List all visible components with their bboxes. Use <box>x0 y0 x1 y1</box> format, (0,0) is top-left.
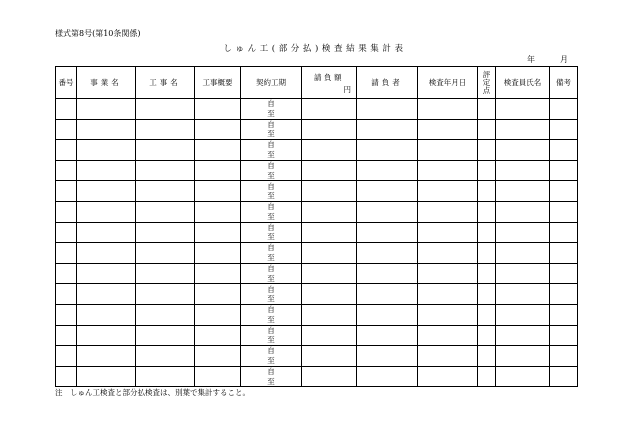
period-to-label: 至 <box>267 191 275 201</box>
cell-contract-period <box>241 243 302 264</box>
table-row <box>56 222 578 243</box>
cell-contract-period <box>241 284 302 305</box>
col-header-contractor: 請負者 <box>357 67 418 99</box>
col-header-contract-amount <box>302 67 357 99</box>
period-to-label: 至 <box>267 129 275 139</box>
cell-rating <box>478 99 496 120</box>
cell-number <box>56 304 77 325</box>
cell-work-name <box>136 325 195 346</box>
cell-inspector <box>496 160 550 181</box>
cell-number <box>56 263 77 284</box>
cell-rating <box>478 222 496 243</box>
cell-work-name <box>136 119 195 140</box>
cell-project-name <box>77 181 136 202</box>
cell-project-name <box>77 325 136 346</box>
period-from-label: 自 <box>267 202 275 212</box>
contract-amount-label: 請負額 <box>314 73 344 82</box>
cell-contract-period <box>241 181 302 202</box>
cell-contract-period <box>241 346 302 367</box>
inspection-summary-table <box>55 66 578 387</box>
cell-contract-period <box>241 263 302 284</box>
cell-contract-period <box>241 304 302 325</box>
cell-work-name <box>136 222 195 243</box>
period-to-label: 至 <box>267 335 275 345</box>
cell-project-name <box>77 119 136 140</box>
cell-inspector <box>496 222 550 243</box>
cell-inspection-date <box>418 366 478 387</box>
cell-contractor <box>357 243 418 264</box>
cell-remarks <box>550 284 578 305</box>
table-row <box>56 140 578 161</box>
period-to-label: 至 <box>267 149 275 159</box>
cell-inspector <box>496 366 550 387</box>
table-row <box>56 346 578 367</box>
cell-inspector <box>496 140 550 161</box>
cell-rating <box>478 346 496 367</box>
cell-inspection-date <box>418 222 478 243</box>
period-to-label: 至 <box>267 108 275 118</box>
table-row <box>56 263 578 284</box>
cell-number <box>56 119 77 140</box>
cell-work-summary <box>195 140 241 161</box>
table-row <box>56 325 578 346</box>
cell-work-name <box>136 99 195 120</box>
period-from-label: 自 <box>267 284 275 294</box>
cell-work-name <box>136 366 195 387</box>
cell-rating <box>478 119 496 140</box>
col-header-project-name: 事業名 <box>77 67 136 99</box>
cell-remarks <box>550 181 578 202</box>
cell-work-name <box>136 201 195 222</box>
cell-work-name <box>136 284 195 305</box>
cell-remarks <box>550 263 578 284</box>
cell-work-summary <box>195 325 241 346</box>
table-body <box>56 99 578 387</box>
cell-contractor <box>357 99 418 120</box>
cell-project-name <box>77 243 136 264</box>
cell-number <box>56 140 77 161</box>
col-header-number: 番号 <box>56 67 77 99</box>
cell-rating <box>478 181 496 202</box>
cell-rating <box>478 160 496 181</box>
cell-inspection-date <box>418 160 478 181</box>
period-to-label: 至 <box>267 170 275 180</box>
cell-inspector <box>496 304 550 325</box>
col-header-rating <box>478 67 496 99</box>
cell-inspector <box>496 325 550 346</box>
cell-work-summary <box>195 99 241 120</box>
table-row <box>56 181 578 202</box>
cell-remarks <box>550 243 578 264</box>
period-to-label: 至 <box>267 211 275 221</box>
cell-work-name <box>136 304 195 325</box>
cell-work-summary <box>195 284 241 305</box>
cell-contract-amount <box>302 346 357 367</box>
cell-remarks <box>550 119 578 140</box>
cell-number <box>56 160 77 181</box>
table-row <box>56 304 578 325</box>
table-row <box>56 119 578 140</box>
period-to-label: 至 <box>267 355 275 365</box>
cell-contract-amount <box>302 181 357 202</box>
cell-contractor <box>357 222 418 243</box>
cell-inspection-date <box>418 263 478 284</box>
rating-char-3: 点 <box>482 85 491 95</box>
cell-contract-amount <box>302 119 357 140</box>
cell-project-name <box>77 160 136 181</box>
col-header-work-summary: 工事概要 <box>195 67 241 99</box>
cell-work-name <box>136 181 195 202</box>
footnote: 注 しゅん工検査と部分払検査は、別葉で集計すること。 <box>55 388 250 397</box>
period-from-label: 自 <box>267 366 275 376</box>
cell-inspection-date <box>418 243 478 264</box>
cell-contract-period <box>241 99 302 120</box>
cell-rating <box>478 284 496 305</box>
cell-work-summary <box>195 181 241 202</box>
cell-inspection-date <box>418 99 478 120</box>
cell-contract-amount <box>302 140 357 161</box>
cell-inspector <box>496 263 550 284</box>
table-row <box>56 366 578 387</box>
cell-rating <box>478 243 496 264</box>
period-to-label: 至 <box>267 232 275 242</box>
cell-work-summary <box>195 160 241 181</box>
col-header-inspector: 検査員氏名 <box>496 67 550 99</box>
cell-work-name <box>136 140 195 161</box>
cell-inspector <box>496 243 550 264</box>
period-to-label: 至 <box>267 314 275 324</box>
period-from-label: 自 <box>267 305 275 315</box>
cell-work-name <box>136 243 195 264</box>
cell-contract-period <box>241 366 302 387</box>
table-row <box>56 243 578 264</box>
cell-inspection-date <box>418 325 478 346</box>
cell-inspection-date <box>418 284 478 305</box>
period-from-label: 自 <box>267 160 275 170</box>
cell-contractor <box>357 366 418 387</box>
cell-work-summary <box>195 201 241 222</box>
cell-inspector <box>496 201 550 222</box>
cell-project-name <box>77 263 136 284</box>
cell-contractor <box>357 119 418 140</box>
cell-number <box>56 201 77 222</box>
period-from-label: 自 <box>267 181 275 191</box>
cell-project-name <box>77 366 136 387</box>
cell-remarks <box>550 160 578 181</box>
cell-number <box>56 181 77 202</box>
cell-inspection-date <box>418 119 478 140</box>
cell-contractor <box>357 201 418 222</box>
period-to-label: 至 <box>267 294 275 304</box>
cell-inspector <box>496 346 550 367</box>
cell-contract-period <box>241 119 302 140</box>
cell-inspection-date <box>418 181 478 202</box>
rating-char-2: 定 <box>482 77 491 87</box>
date-month-label: 月 <box>560 55 568 64</box>
table-row <box>56 284 578 305</box>
cell-contractor <box>357 181 418 202</box>
cell-remarks <box>550 99 578 120</box>
cell-contract-amount <box>302 366 357 387</box>
cell-project-name <box>77 304 136 325</box>
cell-remarks <box>550 346 578 367</box>
period-from-label: 自 <box>267 140 275 150</box>
cell-contract-period <box>241 201 302 222</box>
period-to-label: 至 <box>267 252 275 262</box>
cell-contract-period <box>241 325 302 346</box>
period-from-label: 自 <box>267 263 275 273</box>
rating-char-1: 評 <box>482 69 491 79</box>
cell-remarks <box>550 222 578 243</box>
cell-number <box>56 284 77 305</box>
cell-rating <box>478 304 496 325</box>
cell-work-summary <box>195 119 241 140</box>
cell-work-name <box>136 346 195 367</box>
period-to-label: 至 <box>267 376 275 386</box>
cell-contract-amount <box>302 263 357 284</box>
cell-project-name <box>77 346 136 367</box>
period-from-label: 自 <box>267 99 275 109</box>
document-title: しゅん工(部分払)検査結果集計表 <box>223 44 407 54</box>
cell-inspector <box>496 119 550 140</box>
cell-remarks <box>550 325 578 346</box>
contract-amount-unit: 円 <box>343 85 351 94</box>
cell-contract-amount <box>302 284 357 305</box>
date-year-label: 年 <box>527 55 535 64</box>
period-to-label: 至 <box>267 273 275 283</box>
period-from-label: 自 <box>267 119 275 129</box>
cell-contractor <box>357 263 418 284</box>
cell-project-name <box>77 99 136 120</box>
cell-inspection-date <box>418 201 478 222</box>
cell-number <box>56 243 77 264</box>
cell-number <box>56 99 77 120</box>
cell-contract-period <box>241 222 302 243</box>
cell-inspector <box>496 284 550 305</box>
table-header-row <box>56 67 578 99</box>
cell-project-name <box>77 201 136 222</box>
table-row <box>56 99 578 120</box>
col-header-contract-period: 契約工期 <box>241 67 302 99</box>
cell-contract-amount <box>302 325 357 346</box>
cell-project-name <box>77 140 136 161</box>
cell-inspector <box>496 181 550 202</box>
cell-inspection-date <box>418 304 478 325</box>
cell-rating <box>478 366 496 387</box>
cell-contractor <box>357 140 418 161</box>
cell-contract-amount <box>302 222 357 243</box>
cell-rating <box>478 263 496 284</box>
cell-work-name <box>136 160 195 181</box>
cell-work-summary <box>195 222 241 243</box>
cell-remarks <box>550 366 578 387</box>
cell-number <box>56 325 77 346</box>
cell-contractor <box>357 325 418 346</box>
cell-contract-period <box>241 140 302 161</box>
cell-contract-amount <box>302 243 357 264</box>
cell-work-summary <box>195 304 241 325</box>
table-row <box>56 201 578 222</box>
period-from-label: 自 <box>267 243 275 253</box>
cell-work-summary <box>195 243 241 264</box>
cell-work-summary <box>195 346 241 367</box>
cell-work-summary <box>195 263 241 284</box>
cell-inspection-date <box>418 346 478 367</box>
cell-work-summary <box>195 366 241 387</box>
table-row <box>56 160 578 181</box>
cell-contractor <box>357 160 418 181</box>
period-from-label: 自 <box>267 346 275 356</box>
cell-number <box>56 222 77 243</box>
cell-contract-amount <box>302 304 357 325</box>
col-header-remarks: 備考 <box>550 67 578 99</box>
cell-inspection-date <box>418 140 478 161</box>
period-from-label: 自 <box>267 325 275 335</box>
cell-project-name <box>77 284 136 305</box>
cell-contractor <box>357 304 418 325</box>
cell-contractor <box>357 284 418 305</box>
cell-contract-period <box>241 160 302 181</box>
cell-rating <box>478 325 496 346</box>
col-header-work-name: 工事名 <box>136 67 195 99</box>
col-header-inspection-date: 検査年月日 <box>418 67 478 99</box>
cell-contract-amount <box>302 160 357 181</box>
cell-number <box>56 346 77 367</box>
cell-number <box>56 366 77 387</box>
cell-rating <box>478 140 496 161</box>
cell-contractor <box>357 346 418 367</box>
cell-work-name <box>136 263 195 284</box>
cell-remarks <box>550 304 578 325</box>
cell-remarks <box>550 140 578 161</box>
cell-rating <box>478 201 496 222</box>
form-number: 様式第8号(第10条関係) <box>55 29 141 38</box>
cell-inspector <box>496 99 550 120</box>
cell-remarks <box>550 201 578 222</box>
cell-contract-amount <box>302 99 357 120</box>
cell-contract-amount <box>302 201 357 222</box>
cell-project-name <box>77 222 136 243</box>
period-from-label: 自 <box>267 222 275 232</box>
